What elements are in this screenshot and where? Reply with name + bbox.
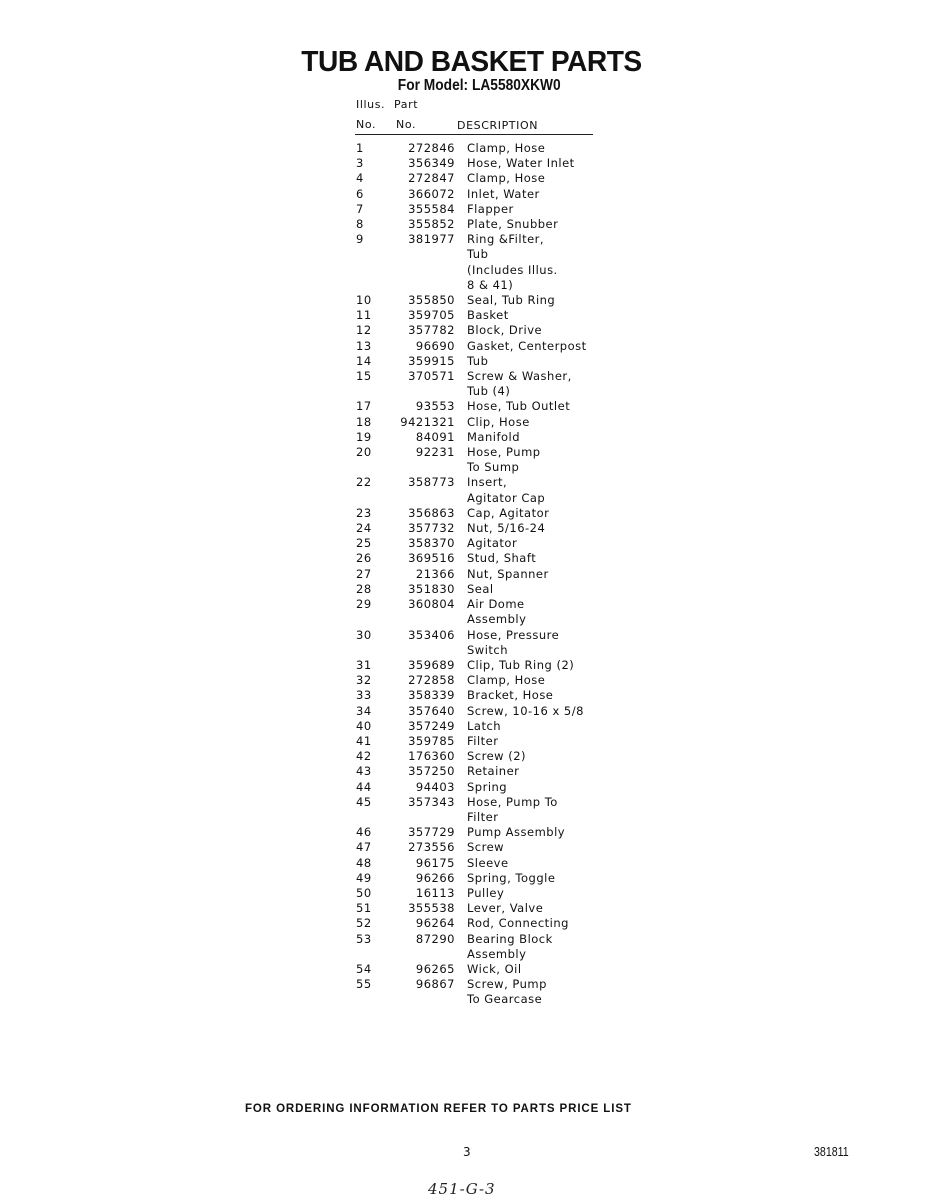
description-line: Screw & Washer, xyxy=(467,369,572,384)
illus-number: 31 xyxy=(356,657,372,672)
table-row xyxy=(352,567,612,582)
table-row xyxy=(352,749,612,764)
description xyxy=(467,704,612,719)
part-number: 366072 xyxy=(408,186,455,201)
illus-number: 6 xyxy=(356,186,364,201)
illus-number: 54 xyxy=(356,961,372,976)
description-line: To Gearcase xyxy=(467,992,543,1007)
description-line: Clip, Tub Ring (2) xyxy=(467,657,575,672)
model-subtitle: For Model: LA5580XKW0 xyxy=(397,77,561,94)
description-line: Hose, Tub Outlet xyxy=(467,399,571,414)
description-line: Filter xyxy=(467,733,499,748)
description xyxy=(467,688,612,703)
description xyxy=(467,217,612,232)
description-line: Plate, Snubber xyxy=(467,217,559,232)
description-line: Clip, Hose xyxy=(467,414,530,429)
description-line: Flapper xyxy=(467,201,514,216)
description xyxy=(467,582,612,597)
table-row xyxy=(352,369,612,399)
table-row xyxy=(352,673,612,688)
description-line: Switch xyxy=(467,642,509,657)
description xyxy=(467,202,612,217)
illus-number: 3 xyxy=(356,156,364,171)
part-number: 360804 xyxy=(408,597,455,612)
part-number: 273556 xyxy=(408,840,455,855)
description-line: Lever, Valve xyxy=(467,901,544,916)
illus-number: 32 xyxy=(356,673,372,688)
table-row xyxy=(352,734,612,749)
table-row xyxy=(352,415,612,430)
description-line: Agitator Cap xyxy=(467,490,546,505)
illus-number: 45 xyxy=(356,794,372,809)
description-line: (Includes Illus. xyxy=(467,262,558,277)
illus-number: 49 xyxy=(356,870,372,885)
description xyxy=(467,597,612,627)
table-row xyxy=(352,202,612,217)
parts-table xyxy=(352,141,612,1008)
table-row xyxy=(352,871,612,886)
illus-number: 53 xyxy=(356,931,372,946)
description xyxy=(467,354,612,369)
description-line: Assembly xyxy=(467,946,527,961)
description-line: Tub (4) xyxy=(467,384,511,399)
illus-number: 7 xyxy=(356,201,364,216)
illus-number: 10 xyxy=(356,293,372,308)
description xyxy=(467,871,612,886)
part-number: 357249 xyxy=(408,718,455,733)
table-row xyxy=(352,354,612,369)
description xyxy=(467,658,612,673)
part-number: 272847 xyxy=(408,171,455,186)
table-row xyxy=(352,780,612,795)
description-line: Hose, Water Inlet xyxy=(467,156,575,171)
table-row xyxy=(352,628,612,658)
description-line: Screw, 10-16 x 5/8 xyxy=(467,703,584,718)
description xyxy=(467,825,612,840)
part-number: 359785 xyxy=(408,733,455,748)
illus-number: 9 xyxy=(356,232,364,247)
description-line: Latch xyxy=(467,718,502,733)
illus-number: 43 xyxy=(356,764,372,779)
part-number: 369516 xyxy=(408,551,455,566)
description-line: Retainer xyxy=(467,764,520,779)
description xyxy=(467,962,612,977)
part-number: 357640 xyxy=(408,703,455,718)
description xyxy=(467,156,612,171)
description-line: Hose, Pressure xyxy=(467,627,560,642)
part-number: 93553 xyxy=(415,399,455,414)
description xyxy=(467,323,612,338)
description-line: Screw, Pump xyxy=(467,977,547,992)
description-line: Tub xyxy=(467,353,489,368)
table-row xyxy=(352,658,612,673)
part-number: 96690 xyxy=(415,338,455,353)
illus-number: 52 xyxy=(356,916,372,931)
table-row xyxy=(352,308,612,323)
description-line: Spring xyxy=(467,779,508,794)
description xyxy=(467,886,612,901)
description-line: Cap, Agitator xyxy=(467,505,550,520)
description-line: Screw xyxy=(467,840,505,855)
description-line: Nut, Spanner xyxy=(467,566,549,581)
part-number: 96264 xyxy=(415,916,455,931)
description xyxy=(467,399,612,414)
part-number: 356349 xyxy=(408,156,455,171)
part-number: 358773 xyxy=(408,475,455,490)
part-number: 357732 xyxy=(408,521,455,536)
description-line: Nut, 5/16-24 xyxy=(467,521,546,536)
part-number: 176360 xyxy=(408,749,455,764)
illus-number: 14 xyxy=(356,353,372,368)
description xyxy=(467,764,612,779)
description xyxy=(467,293,612,308)
header-divider xyxy=(355,134,593,135)
ordering-footer: FOR ORDERING INFORMATION REFER TO PARTS PRICE LIST xyxy=(245,1103,632,1115)
description xyxy=(467,628,612,658)
part-number: 381977 xyxy=(408,232,455,247)
description xyxy=(467,901,612,916)
description-line: Sleeve xyxy=(467,855,509,870)
description xyxy=(467,445,612,475)
part-number: 355850 xyxy=(408,293,455,308)
table-row xyxy=(352,977,612,1007)
part-number: 351830 xyxy=(408,581,455,596)
part-number: 355584 xyxy=(408,201,455,216)
description-line: Clamp, Hose xyxy=(467,171,546,186)
description-line: Spring, Toggle xyxy=(467,870,556,885)
table-row xyxy=(352,582,612,597)
description-line: Rod, Connecting xyxy=(467,916,569,931)
description-line: Air Dome xyxy=(467,597,525,612)
table-row xyxy=(352,506,612,521)
table-row xyxy=(352,430,612,445)
description-line: Hose, Pump xyxy=(467,445,541,460)
table-row xyxy=(352,156,612,171)
description xyxy=(467,780,612,795)
description xyxy=(467,339,612,354)
part-number: 21366 xyxy=(415,566,455,581)
part-number: 272858 xyxy=(408,673,455,688)
part-number: 359689 xyxy=(408,657,455,672)
illus-number: 50 xyxy=(356,885,372,900)
illus-number: 27 xyxy=(356,566,372,581)
description xyxy=(467,369,612,399)
table-row xyxy=(352,901,612,916)
illus-number: 29 xyxy=(356,597,372,612)
description-line: Inlet, Water xyxy=(467,186,540,201)
part-number: 272846 xyxy=(408,141,455,155)
illus-number: 47 xyxy=(356,840,372,855)
table-row xyxy=(352,764,612,779)
header-part-top: Part xyxy=(394,98,419,111)
description-line: Tub xyxy=(467,247,489,262)
description xyxy=(467,506,612,521)
table-row xyxy=(352,232,612,293)
description-line: 8 & 41) xyxy=(467,277,514,292)
illus-number: 4 xyxy=(356,171,364,186)
description-line: Seal, Tub Ring xyxy=(467,293,556,308)
description-line: Insert, xyxy=(467,475,508,490)
table-row xyxy=(352,962,612,977)
part-number: 96867 xyxy=(415,977,455,992)
part-number: 357782 xyxy=(408,323,455,338)
part-number: 358339 xyxy=(408,688,455,703)
table-row xyxy=(352,171,612,186)
description xyxy=(467,187,612,202)
part-number: 356863 xyxy=(408,505,455,520)
description xyxy=(467,232,612,293)
illus-number: 22 xyxy=(356,475,372,490)
description-line: Block, Drive xyxy=(467,323,543,338)
description-line: Bearing Block xyxy=(467,931,553,946)
header-part-no: No. xyxy=(396,118,417,131)
illus-number: 26 xyxy=(356,551,372,566)
description xyxy=(467,749,612,764)
part-number: 96266 xyxy=(415,870,455,885)
description-line: Clamp, Hose xyxy=(467,673,546,688)
description xyxy=(467,795,612,825)
description-line: Seal xyxy=(467,581,494,596)
header-illus-top: Illus. xyxy=(356,98,386,111)
illus-number: 12 xyxy=(356,323,372,338)
part-number: 9421321 xyxy=(400,414,455,429)
table-row xyxy=(352,339,612,354)
description-line: Pulley xyxy=(467,885,505,900)
table-row xyxy=(352,217,612,232)
part-number: 92231 xyxy=(415,445,455,460)
illus-number: 8 xyxy=(356,217,364,232)
description-line: To Sump xyxy=(467,460,520,475)
table-row xyxy=(352,719,612,734)
part-number: 370571 xyxy=(408,369,455,384)
table-row xyxy=(352,551,612,566)
description-line: Wick, Oil xyxy=(467,961,522,976)
description xyxy=(467,475,612,505)
illus-number: 19 xyxy=(356,429,372,444)
illus-number: 34 xyxy=(356,703,372,718)
illus-number: 1 xyxy=(356,141,364,155)
illus-number: 51 xyxy=(356,901,372,916)
description-line: Bracket, Hose xyxy=(467,688,554,703)
illus-number: 33 xyxy=(356,688,372,703)
table-row xyxy=(352,704,612,719)
header-description: DESCRIPTION xyxy=(457,119,539,132)
table-row xyxy=(352,886,612,901)
part-number: 357250 xyxy=(408,764,455,779)
table-row xyxy=(352,187,612,202)
description xyxy=(467,141,612,156)
description-line: Screw (2) xyxy=(467,749,527,764)
table-row xyxy=(352,795,612,825)
description-line: Pump Assembly xyxy=(467,825,566,840)
description xyxy=(467,856,612,871)
part-number: 84091 xyxy=(415,429,455,444)
table-row xyxy=(352,856,612,871)
illus-number: 11 xyxy=(356,308,372,323)
handwritten-note: 451-G-3 xyxy=(428,1180,496,1198)
description xyxy=(467,840,612,855)
description xyxy=(467,551,612,566)
description-line: Agitator xyxy=(467,536,518,551)
page-number: 3 xyxy=(463,1145,471,1159)
description xyxy=(467,916,612,931)
illus-number: 41 xyxy=(356,733,372,748)
description-line: Stud, Shaft xyxy=(467,551,537,566)
illus-number: 15 xyxy=(356,369,372,384)
illus-number: 18 xyxy=(356,414,372,429)
part-number: 357343 xyxy=(408,794,455,809)
description xyxy=(467,719,612,734)
table-row xyxy=(352,399,612,414)
table-row xyxy=(352,688,612,703)
description-line: Manifold xyxy=(467,429,521,444)
description-line: Hose, Pump To xyxy=(467,794,558,809)
part-number: 355538 xyxy=(408,901,455,916)
description-line: Ring &Filter, xyxy=(467,232,545,247)
description xyxy=(467,171,612,186)
illus-number: 23 xyxy=(356,505,372,520)
description xyxy=(467,932,612,962)
description xyxy=(467,415,612,430)
header-illus-no: No. xyxy=(356,118,377,131)
table-row xyxy=(352,323,612,338)
table-row xyxy=(352,825,612,840)
part-number: 16113 xyxy=(415,885,455,900)
illus-number: 28 xyxy=(356,581,372,596)
description xyxy=(467,521,612,536)
part-number: 358370 xyxy=(408,536,455,551)
description-line: Gasket, Centerpost xyxy=(467,338,587,353)
table-row xyxy=(352,932,612,962)
illus-number: 20 xyxy=(356,445,372,460)
illus-number: 42 xyxy=(356,749,372,764)
table-row xyxy=(352,445,612,475)
description xyxy=(467,673,612,688)
description xyxy=(467,734,612,749)
part-number: 87290 xyxy=(415,931,455,946)
description xyxy=(467,567,612,582)
part-number: 359915 xyxy=(408,353,455,368)
illus-number: 24 xyxy=(356,521,372,536)
description xyxy=(467,430,612,445)
page-title: TUB AND BASKET PARTS xyxy=(301,46,642,78)
illus-number: 13 xyxy=(356,338,372,353)
part-number: 357729 xyxy=(408,825,455,840)
illus-number: 17 xyxy=(356,399,372,414)
table-row xyxy=(352,597,612,627)
document-number: 381811 xyxy=(814,1145,849,1159)
part-number: 96265 xyxy=(415,961,455,976)
description-line: Assembly xyxy=(467,612,527,627)
illus-number: 55 xyxy=(356,977,372,992)
illus-number: 30 xyxy=(356,627,372,642)
description xyxy=(467,977,612,1007)
description-line: Basket xyxy=(467,308,509,323)
description xyxy=(467,308,612,323)
illus-number: 44 xyxy=(356,779,372,794)
illus-number: 48 xyxy=(356,855,372,870)
part-number: 94403 xyxy=(415,779,455,794)
table-row xyxy=(352,916,612,931)
table-row xyxy=(352,141,612,156)
part-number: 96175 xyxy=(415,855,455,870)
table-row xyxy=(352,536,612,551)
part-number: 353406 xyxy=(408,627,455,642)
table-row xyxy=(352,521,612,536)
description-line: Clamp, Hose xyxy=(467,141,546,155)
illus-number: 46 xyxy=(356,825,372,840)
part-number: 359705 xyxy=(408,308,455,323)
table-row xyxy=(352,293,612,308)
description xyxy=(467,536,612,551)
illus-number: 25 xyxy=(356,536,372,551)
table-row xyxy=(352,840,612,855)
description-line: Filter xyxy=(467,809,499,824)
table-row xyxy=(352,475,612,505)
illus-number: 40 xyxy=(356,718,372,733)
part-number: 355852 xyxy=(408,217,455,232)
